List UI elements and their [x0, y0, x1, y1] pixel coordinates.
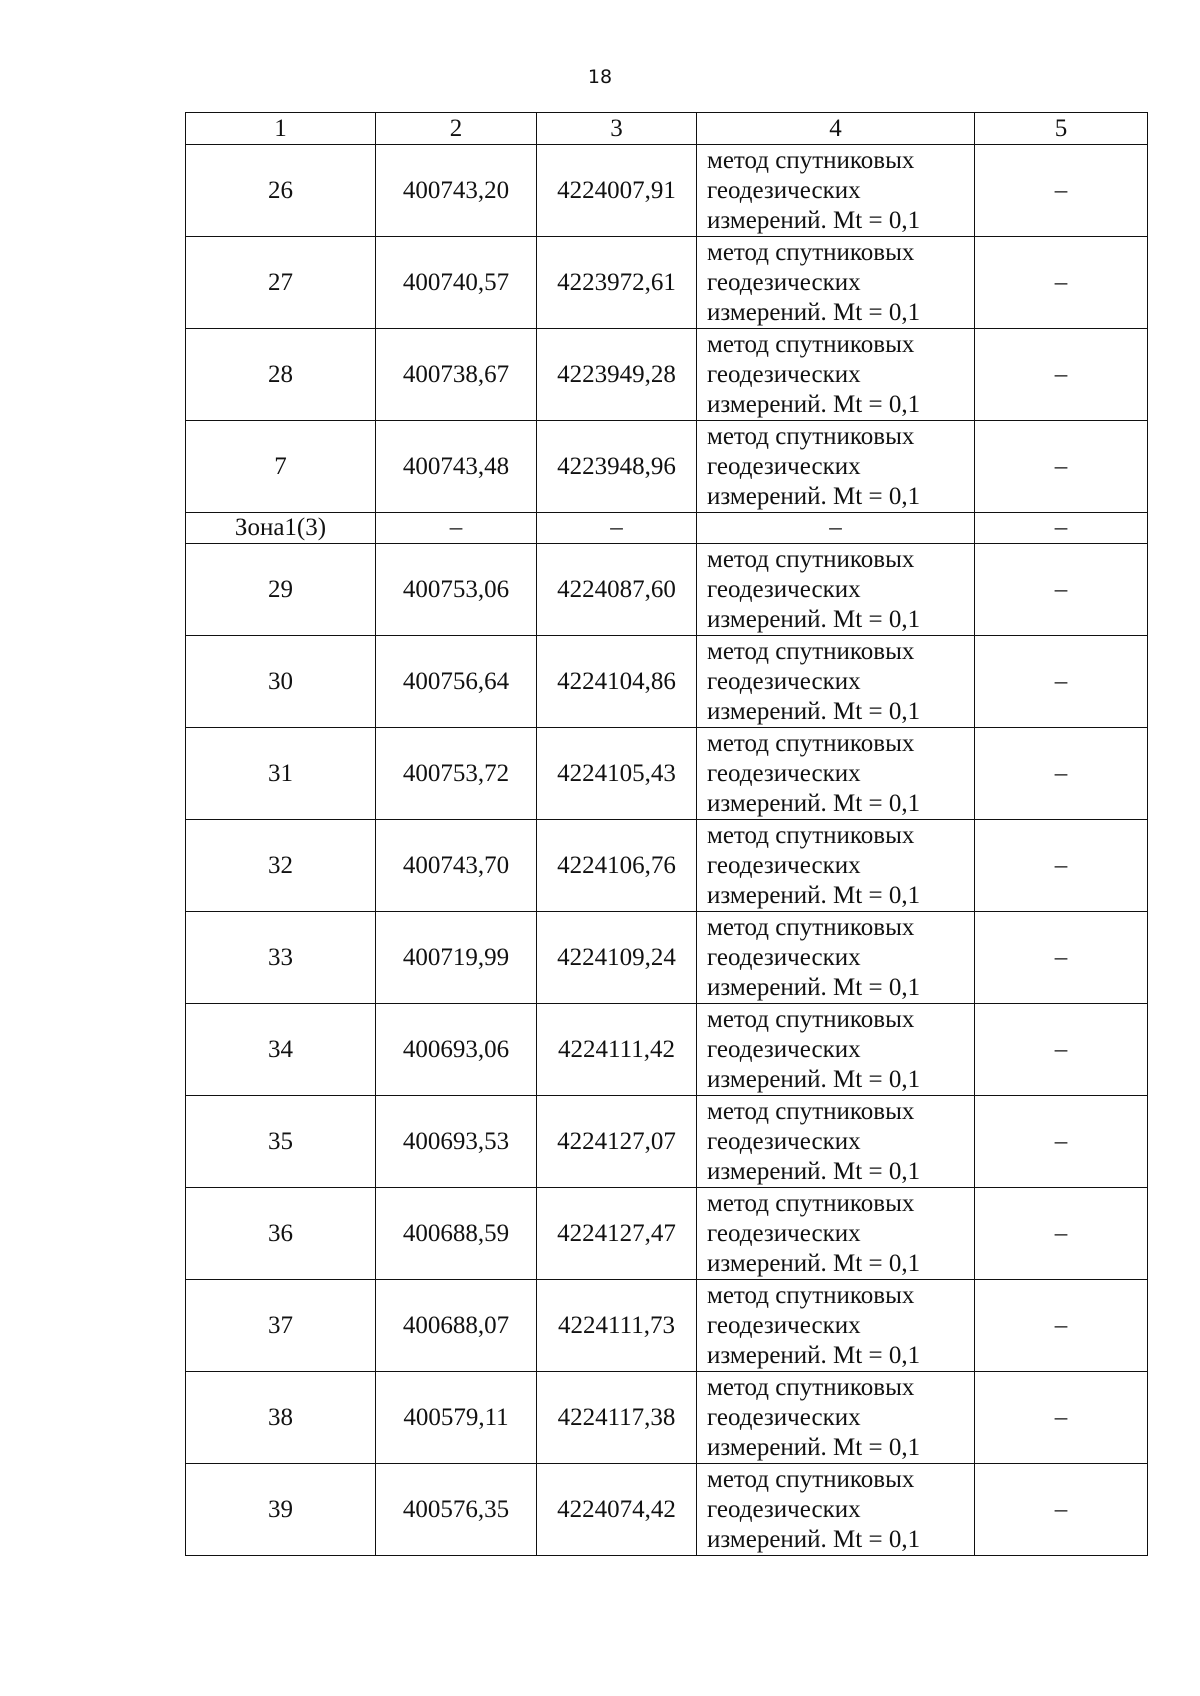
method-line: геодезических	[707, 1035, 861, 1063]
header-col-3: 3	[537, 113, 697, 145]
method-cell	[697, 237, 975, 329]
method-line: геодезических	[707, 1127, 861, 1155]
x-coordinate-cell: 400579,11	[376, 1372, 537, 1464]
method-line: метод спутниковых	[707, 330, 915, 358]
method-line: измерений. Mt = 0,1	[707, 605, 921, 633]
point-number-cell: 37	[186, 1280, 376, 1372]
method-cell	[697, 912, 975, 1004]
table-row	[186, 728, 1148, 820]
table-row	[186, 912, 1148, 1004]
method-line: геодезических	[707, 268, 861, 296]
column-5-cell: –	[975, 820, 1148, 912]
table-row	[186, 1464, 1148, 1556]
method-line: геодезических	[707, 1311, 861, 1339]
method-line: измерений. Mt = 0,1	[707, 206, 921, 234]
column-5-cell: –	[975, 1188, 1148, 1280]
table-row	[186, 237, 1148, 329]
method-cell	[697, 820, 975, 912]
x-coordinate-cell: 400743,70	[376, 820, 537, 912]
column-5-cell: –	[975, 329, 1148, 421]
point-number-cell: 28	[186, 329, 376, 421]
x-coordinate-cell: 400753,72	[376, 728, 537, 820]
zone-dash-cell: –	[537, 513, 697, 544]
x-coordinate-cell: 400753,06	[376, 544, 537, 636]
method-cell	[697, 728, 975, 820]
header-col-5: 5	[975, 113, 1148, 145]
method-line: метод спутниковых	[707, 1005, 915, 1033]
point-number-cell: 35	[186, 1096, 376, 1188]
point-number-cell: 30	[186, 636, 376, 728]
y-coordinate-cell: 4224007,91	[537, 145, 697, 237]
x-coordinate-cell: 400688,59	[376, 1188, 537, 1280]
point-number-cell: 29	[186, 544, 376, 636]
method-cell	[697, 145, 975, 237]
method-line: метод спутниковых	[707, 913, 915, 941]
column-5-cell: –	[975, 1372, 1148, 1464]
method-line: метод спутниковых	[707, 545, 915, 573]
method-cell	[697, 1372, 975, 1464]
method-line: метод спутниковых	[707, 1097, 915, 1125]
y-coordinate-cell: 4223972,61	[537, 237, 697, 329]
y-coordinate-cell: 4224111,73	[537, 1280, 697, 1372]
method-cell	[697, 1004, 975, 1096]
method-line: метод спутниковых	[707, 821, 915, 849]
column-5-cell: –	[975, 1464, 1148, 1556]
point-number-cell: 32	[186, 820, 376, 912]
column-5-cell: –	[975, 145, 1148, 237]
table-row	[186, 1188, 1148, 1280]
x-coordinate-cell: 400688,07	[376, 1280, 537, 1372]
method-line: измерений. Mt = 0,1	[707, 1065, 921, 1093]
method-line: геодезических	[707, 1495, 861, 1523]
method-line: измерений. Mt = 0,1	[707, 973, 921, 1001]
point-number-cell: 31	[186, 728, 376, 820]
method-line: измерений. Mt = 0,1	[707, 1157, 921, 1185]
zone-dash-cell: –	[975, 513, 1148, 544]
y-coordinate-cell: 4224105,43	[537, 728, 697, 820]
header-col-1: 1	[186, 113, 376, 145]
table-row	[186, 636, 1148, 728]
y-coordinate-cell: 4224109,24	[537, 912, 697, 1004]
x-coordinate-cell: 400719,99	[376, 912, 537, 1004]
x-coordinate-cell: 400693,06	[376, 1004, 537, 1096]
method-line: измерений. Mt = 0,1	[707, 1341, 921, 1369]
point-number-cell: 27	[186, 237, 376, 329]
method-cell	[697, 1096, 975, 1188]
method-line: измерений. Mt = 0,1	[707, 390, 921, 418]
y-coordinate-cell: 4224111,42	[537, 1004, 697, 1096]
method-cell	[697, 1280, 975, 1372]
column-5-cell: –	[975, 1280, 1148, 1372]
method-cell	[697, 1464, 975, 1556]
method-line: геодезических	[707, 452, 861, 480]
header-col-2: 2	[376, 113, 537, 145]
header-col-4: 4	[697, 113, 975, 145]
table-row	[186, 1004, 1148, 1096]
x-coordinate-cell: 400693,53	[376, 1096, 537, 1188]
point-number-cell: 26	[186, 145, 376, 237]
x-coordinate-cell: 400743,48	[376, 421, 537, 513]
column-5-cell: –	[975, 1004, 1148, 1096]
method-cell	[697, 329, 975, 421]
method-line: метод спутниковых	[707, 1189, 915, 1217]
method-line: метод спутниковых	[707, 637, 915, 665]
zone-label-cell: Зона1(3)	[186, 513, 376, 544]
point-number-cell: 34	[186, 1004, 376, 1096]
column-5-cell: –	[975, 544, 1148, 636]
method-line: метод спутниковых	[707, 422, 915, 450]
method-line: измерений. Mt = 0,1	[707, 881, 921, 909]
method-cell	[697, 421, 975, 513]
y-coordinate-cell: 4224127,07	[537, 1096, 697, 1188]
method-line: геодезических	[707, 851, 861, 879]
method-line: метод спутниковых	[707, 1281, 915, 1309]
method-line: метод спутниковых	[707, 1465, 915, 1493]
column-5-cell: –	[975, 237, 1148, 329]
method-cell	[697, 1188, 975, 1280]
method-line: измерений. Mt = 0,1	[707, 789, 921, 817]
y-coordinate-cell: 4224106,76	[537, 820, 697, 912]
y-coordinate-cell: 4224087,60	[537, 544, 697, 636]
method-line: геодезических	[707, 360, 861, 388]
method-line: геодезических	[707, 176, 861, 204]
coordinates-table	[185, 112, 1148, 1556]
y-coordinate-cell: 4224127,47	[537, 1188, 697, 1280]
point-number-cell: 36	[186, 1188, 376, 1280]
table-row	[186, 1096, 1148, 1188]
method-line: измерений. Mt = 0,1	[707, 697, 921, 725]
column-5-cell: –	[975, 1096, 1148, 1188]
x-coordinate-cell: 400740,57	[376, 237, 537, 329]
table-row	[186, 329, 1148, 421]
y-coordinate-cell: 4224104,86	[537, 636, 697, 728]
x-coordinate-cell: 400743,20	[376, 145, 537, 237]
table-row	[186, 1280, 1148, 1372]
column-5-cell: –	[975, 912, 1148, 1004]
table-row	[186, 421, 1148, 513]
table-row	[186, 145, 1148, 237]
method-line: метод спутниковых	[707, 1373, 915, 1401]
method-line: геодезических	[707, 667, 861, 695]
zone-row	[186, 513, 1148, 544]
zone-dash-cell: –	[697, 513, 975, 544]
method-line: измерений. Mt = 0,1	[707, 298, 921, 326]
y-coordinate-cell: 4224117,38	[537, 1372, 697, 1464]
method-line: геодезических	[707, 575, 861, 603]
table-row	[186, 544, 1148, 636]
table-header-row	[186, 113, 1148, 145]
column-5-cell: –	[975, 728, 1148, 820]
x-coordinate-cell: 400756,64	[376, 636, 537, 728]
point-number-cell: 7	[186, 421, 376, 513]
method-line: измерений. Mt = 0,1	[707, 1249, 921, 1277]
method-line: измерений. Mt = 0,1	[707, 1525, 921, 1553]
column-5-cell: –	[975, 421, 1148, 513]
point-number-cell: 33	[186, 912, 376, 1004]
y-coordinate-cell: 4223948,96	[537, 421, 697, 513]
method-cell	[697, 636, 975, 728]
zone-dash-cell: –	[376, 513, 537, 544]
method-line: метод спутниковых	[707, 729, 915, 757]
method-line: измерений. Mt = 0,1	[707, 482, 921, 510]
method-line: измерений. Mt = 0,1	[707, 1433, 921, 1461]
method-line: метод спутниковых	[707, 146, 915, 174]
method-line: геодезических	[707, 1219, 861, 1247]
x-coordinate-cell: 400738,67	[376, 329, 537, 421]
method-line: геодезических	[707, 1403, 861, 1431]
x-coordinate-cell: 400576,35	[376, 1464, 537, 1556]
method-line: геодезических	[707, 759, 861, 787]
point-number-cell: 39	[186, 1464, 376, 1556]
point-number-cell: 38	[186, 1372, 376, 1464]
y-coordinate-cell: 4224074,42	[537, 1464, 697, 1556]
table-row	[186, 1372, 1148, 1464]
y-coordinate-cell: 4223949,28	[537, 329, 697, 421]
column-5-cell: –	[975, 636, 1148, 728]
method-line: геодезических	[707, 943, 861, 971]
page-number: 18	[587, 66, 613, 88]
table-row	[186, 820, 1148, 912]
method-line: метод спутниковых	[707, 238, 915, 266]
method-cell	[697, 544, 975, 636]
